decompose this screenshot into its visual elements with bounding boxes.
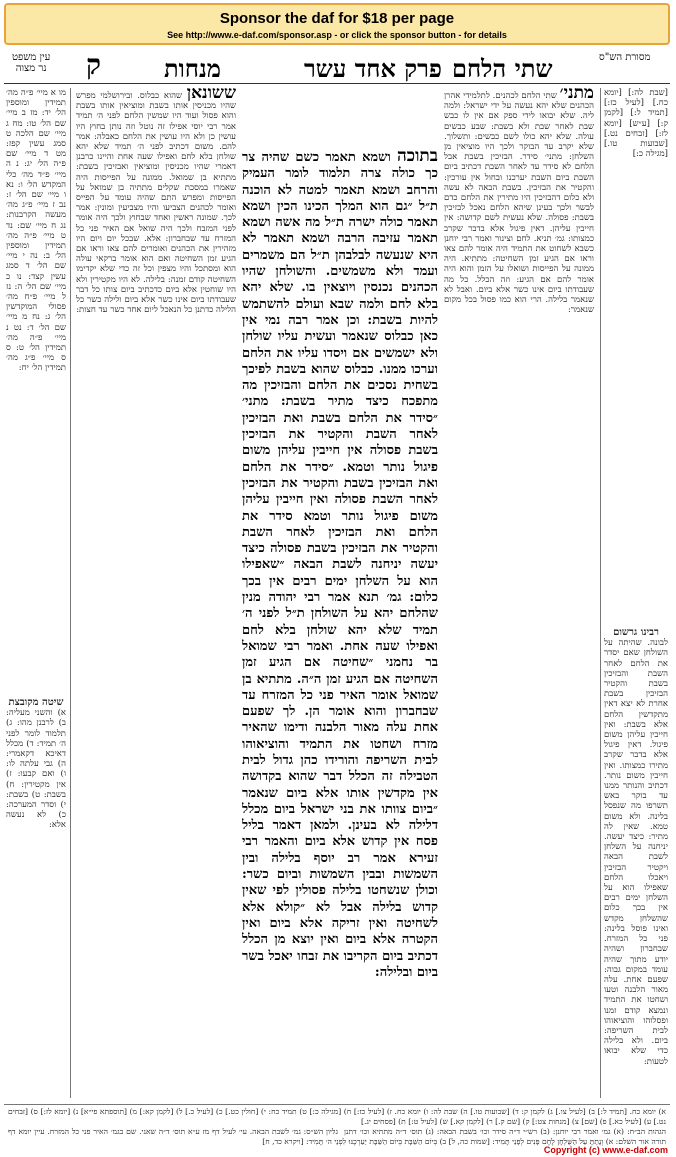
shita-text: א) והשני מעליה: ב) לרבנן מהו: ג) תלמוד לומר לפני ה׳ תמיד: ד) מכלל דאיכא דקאמרי: ה) גבי עלתה לו: ו) ואם קבעו: ז) אין מקטירין: ח) בשבת: ט) בשבת: י) וסדר המערכה: כ) לא נעשה אלא: bbox=[6, 708, 66, 831]
rabbeinu-gershom-box bbox=[604, 628, 668, 1098]
gilyon-hashas: גליון הש״ס: גמ׳ לשבת הבאה. עי׳ לעיל דף מז ע״א תוס׳ ד״ה שאני. שם בגמ׳ האיר פני כל המזרח. עיין יומא דף bbox=[8, 1127, 338, 1136]
tosafot-text bbox=[76, 88, 236, 315]
gemara-paragraph bbox=[242, 148, 438, 981]
rabbeinu-text: לבונה. שהיתה על השולחן שאם יסדר את הלחם לאחר השבת והבזיכין בשבת והקטיר הבזיכין בשבת אחרת לא יצא דאין מתקדשין הלחם אלא בשבת: ואין חייבין עליהן משום פיגול. דאין פיגול אלא בדבר שקרב מתירו כמצותו. ואין חייבין משום נותר. דכתיב והנותר ממנו עד בוקר באש תשרפו מה שנפסל בלינה. ולא משום טמא. שאין לה מתיר: כיצד יעשה. יניחנה על השלחן לשבת הבאה ויקטיר הבזיכין ויאכלו הלחם שאפילו הוא על השלחן ימים רבים אין בכך כלום שהשלחן מקדש ואינו פוסל בלינה: פני כל המזרח. שבחברון ושהיה יודע מתוך שהיה עומד במקום גבוה: שפעם אחת. עלה מאור הלבנה וטעו ושחטו את התמיד ונמצא קודם זמנו ופסלוהו והוציאוהו לבית השריפה: ביום. ולא בלילה כדי שלא יבואו לטעות: bbox=[604, 638, 668, 1067]
hagahot-habach: הגהות הב״ח: (א) גמ׳ ואמר רבי יוחנן: (ב) רש״י ד״ה סידר וכו׳ בשבת הבאה: (ג) תוס׳ ד״ה מתתיא וכו׳ דתנן bbox=[344, 1127, 666, 1136]
gemara-opening-word: בתוכה bbox=[397, 148, 438, 166]
footer-divider bbox=[4, 1104, 670, 1105]
daf-letter: ק bbox=[86, 48, 101, 81]
perek-number: פרק אחד עשר bbox=[304, 54, 442, 83]
copyright-link[interactable]: Copyright (c) www.e-daf.com bbox=[543, 1145, 668, 1155]
rashi-body: שתי הלחם לכהנים. לתלמידי אהרן הכהנים שלא יהא נעשה על ידי ישראל: ולמה ליה. שלא יבואו לידי ספק אם אין לו כבש שבת לאחר שבת ולא בשבת: שבע כבשים עולה. שלא יהא כולו לשם כבשים: ותשלוך. שלא יקרב עד הבוקר ולכך היו מוציאין מן השלחן: מתני׳ סידר. הבזיכין בשבת אבל הלחם לא סידר עד לאחר השבת דכתיב ביום השבת ביום השבת יערכנו ובחול אין עורכין: והקטיר את הבזיכין. בשבת הבאה לא עשה ולא כלום דהבזיכין היו מתירין את הלחם כדם לבשר ולכך בעינן שיהא הלחם נאכל לבזיכין בשבת: פסולה. שלא נעשית לשם קדושה: אין חייבין עליהן. דאין פיגול אלא בדבר שקרב כמצותו: גמ׳ תניא. לחם וצינור ואמר רבי יוחנן כשבא לשחוט את התמיד היה אומר להם צאו וראו אם הגיע זמן השחיטה: מתתיא. היה ממונה על הפייסות ושואלו על הזמן והוא היה אומר להם אם הגיע: וזה הכלל. כל מה שעבודתו ביום אינו כשר אלא ביום. ואבל לא שנאמר בלילה. הרי הוא כמו פסול בכל מקום שנאמר: bbox=[444, 91, 594, 316]
mesoret-label: מסורת הש"ס bbox=[599, 52, 651, 63]
rabbeinu-title: רבינו גרשום bbox=[613, 628, 659, 638]
sponsor-banner[interactable] bbox=[4, 3, 670, 45]
rashi-column bbox=[444, 88, 594, 1098]
rashi-text bbox=[444, 88, 594, 315]
perek-name: שתי הלחם bbox=[452, 54, 553, 83]
header-divider bbox=[4, 83, 670, 84]
masechta-title: מנחות bbox=[164, 54, 222, 83]
tosafot-body: שהוא כבלוס. ובירושלמי מפרש שהיו מכניסין אותו בשבת ומוציאין אותו בשבת והוא פסול ועוד היו שמשין הלחם לפני ה׳ תמיד אמר רבי יוסי אפילו זה נוטל וזה נותן בחוץ היו עושין כן ולא היו עושין את הלחם כאבלה: אמר להם. משום דכתיב לפני ה׳ תמיד שלא יהא שולחן בלא לחם ואפילו שעה אחת והיינו כרבנן דאמרי שהיו מכניסין ומוציאין ואבזיכין בשבת: מתתיא בן שמואל. ממונה על הפייסות היה שאמרו במסכת שקלים מתתיה בן שמואל על הפייסות ומפרש התם שהיה עומד על הפייס ואומר לכהנים הצביעו והיו מצביעין ומונין: אמר לכך. שמונה ראשין ואחד שבחוץ ולכך היה אומר לפני המזבח ולכך היה שואל אם האיר פני כל המזרח עד שבחברון: אלא. שבכל יום ויום היו מזהירין את הכהנים ואומרים להם צאו וראו אם הגיע זמן השחיטה ואם הוא אומר ברקאי עולה הוא ומסתכל והיו מצפין וכל זה כדי שלא יקדימו השחיטה קודם זמנה: בלילה. לא היו מקטירין ולא היו שוחטין אלא ביום כדכתיב ביום צותו כל דבר שעבודתו ביום אינו כשר אלא ביום ולילה כשר כל הלילה כדתנן כל הנאכל ליום אחד כשר עד חצות: bbox=[76, 91, 236, 316]
footnotes-main: א) יומא כח. [תמיד ל:] ב) [לעיל צו.] ג) לקמן ק: ד) [שבועות טו.] ה) שבת לה: ו) יומא כח. ז) [לעיל כז:] ח) [מגילה כ:] ט) תמיד כח: י) [חולין כט.] כ) [לעיל כ.] ל) [לקמן קא:] מ) [תוספתא פי״א] נ) [יומא לז:] ס) [זבחים נט.] ע) [לעיל כא.] פ) [שם] צ) [מנחות צט:] ק) [שם ק.] ר) [לקמן קא.] ש) [לעיל ט:] ת) [פסחים יג.] bbox=[8, 1107, 666, 1126]
talmud-page bbox=[4, 48, 670, 1146]
right-margin-divider bbox=[600, 88, 601, 1098]
ein-mishpat-column: מו א מיי׳ פ״ה מה׳ תמידין ומוספין הל׳ יד: מז ב מיי׳ שם הל׳ טו: מח ג מיי׳ שם הלכה ט סמג עשין קפז: מט ד מיי׳ שם פ״ה הל׳ יג: נ ה מיי׳ פ״ד מה׳ כלי המקדש הל׳ ו: נא ו מיי׳ שם הל׳ ז: נב ז מיי׳ פ״ג מה׳ מעשה הקרבנות: נג ח מיי׳ שם: נד ט מיי׳ פ״ה מה׳ תמידין ומוספין הל׳ ב: נה י מיי׳ שם הל׳ ד סמג עשין קצד: נו כ מיי׳ שם הל׳ ה: נז ל מיי׳ פ״ח מה׳ פסולי המוקדשין הל׳ ג: נח מ מיי׳ שם הל׳ ד: נט נ מיי׳ פ״ה מה׳ תמידין הל׳ ט: ס ס מיי׳ פ״ג מה׳ תמידין הל׳ יח: bbox=[6, 88, 66, 374]
shita-mekubetzet-box bbox=[6, 698, 66, 1098]
sponsor-subtitle: See http://www.e-daf.com/sponsor.asp - or click the sponsor button - for details bbox=[167, 30, 507, 40]
tosafot-column bbox=[76, 88, 236, 1098]
rashi-header-word: מתני׳ bbox=[559, 88, 594, 103]
gemara-main-text bbox=[242, 148, 438, 1098]
shita-title: שיטה מקובצת bbox=[8, 698, 64, 708]
gemara-body: ושמא תאמר כשם שהיה צר כך כולה צרה תלמוד לומר העמיק והרחב ושמא תאמר למטה לא הוכנה ת״ל ״גם הוא המלך הכינו הכין ושמא תאמר כולה ישרה ת״ל מה אשה ושמא תאמר עזיבה הרבה ושמא תאמר לא היא שנעשה לבלבהן ת״ל הם משמרים ועמד ולא משמשים. והשולחן שהיו הכהנים נכנסין ויוצאין בו. שלא יהא בלא לחם ולמה שבא ועולם להשתמש להיות בשבת: וכן אמר רבה נמי אין כאן כבלוס שנאמר ועשית עליו שולחן ולא ישמשים אם ויסדו עליו את הלחם וערכו ממנו. כבלוס שהוא בשבת לפיכך בשחית נסכים את הלחם והבזיכין מה מתפכח כיצד מתיר בשבת: מתני׳ ״סידר את הלחם בשבת ואת הבזיכין לאחר השבת והקטיר את הבזיכין בשבת פסולה אין חייבין עליהן משום פיגול נותר וטמא. ״סידר את הלחם ואת הבזיכין בשבת והקטיר את הבזיכין לאחר השבת פסולה ואין חייבין עליהן משום פיגול נותר וטמא סידר את הלחם ואת הבזיכין לאחר השבת והקטיר את הבזיכין בשבת פסולה כיצד יעשה יניחנה לשבת הבאה ״שאפילו הוא על השלחן ימים רבים אין בכך כלום: גמ׳ תנא אמר רבי יהודה מנין שהלחם יהא על השולחן ת״ל לפני ה׳ תמיד שלא יהא שולחן בלא לחם ואפילו שעה אחת. ואמר רבי שמואל בר נחמני ״שחיטה אם הגיע זמן השחיטה אם הגיע זמן ה״ה. מתתיא בן שמואל אומר האיר פני כל המזרח עד שבחברון והוא אומר הן. לך שפעם אחת עלה מאור הלבנה ודימו שהאיר מזרח ושחטו את התמיד והוציאוהו לבית השריפה והורידו כהן גדול לבית הטבילה זה הכלל דבר שהוא בקדושה אין מקדשין אותו אלא ביום שנאמר ״ביום צוותו את בני ישראל ביום מכלל דלילה לא בעינן. ולמאן דאמר בליל פסח אין קדוש אלא ביום והאמר רבי זעירא אמר רב יוסף בלילה ובין השמשות ובבין השמשות וביום כשר: וכולן שנשחטו בלילה פסולין לפי שאין קדוש בלילה אבל לא ״קולא אלא לשחיטה ואין זריקה אלא ביום ואין הקטרה אלא ביום ואין יוצא מן הכלל דכתיב ביום הקריבו את זבחו יאכל בשר ביום ובלילה: bbox=[242, 150, 438, 980]
left-margin-divider bbox=[70, 88, 71, 1098]
ein-mishpat-label: עין משפט נר מצוה bbox=[12, 52, 51, 74]
torah-ohr: תורה אור השלם: א) וְנָתַתָּ עַל הַשֻּׁלְחָן לֶחֶם פָּנִים לְפָנַי תָּמִיד: [שמות כה, ל] ב) בְּיוֹם הַשַּׁבָּת בְּיוֹם הַשַּׁבָּת יַעַרְכֶנּוּ לִפְנֵי ה׳ תָּמִיד: [ויקרא כד, ח] bbox=[262, 1137, 666, 1146]
sponsor-title[interactable]: Sponsor the daf for $18 per page bbox=[219, 10, 455, 27]
mesoret-column: [שבת לה:] [יומא כח.] [לעיל כז:] [תמיד ל:] [לקמן ק:] [ע״ש] [יומא לז:] [זבחים נט.] [שבועות טו.] [מגילה כ:] bbox=[604, 88, 668, 160]
tosafot-header-word: ששונאן bbox=[186, 88, 236, 103]
